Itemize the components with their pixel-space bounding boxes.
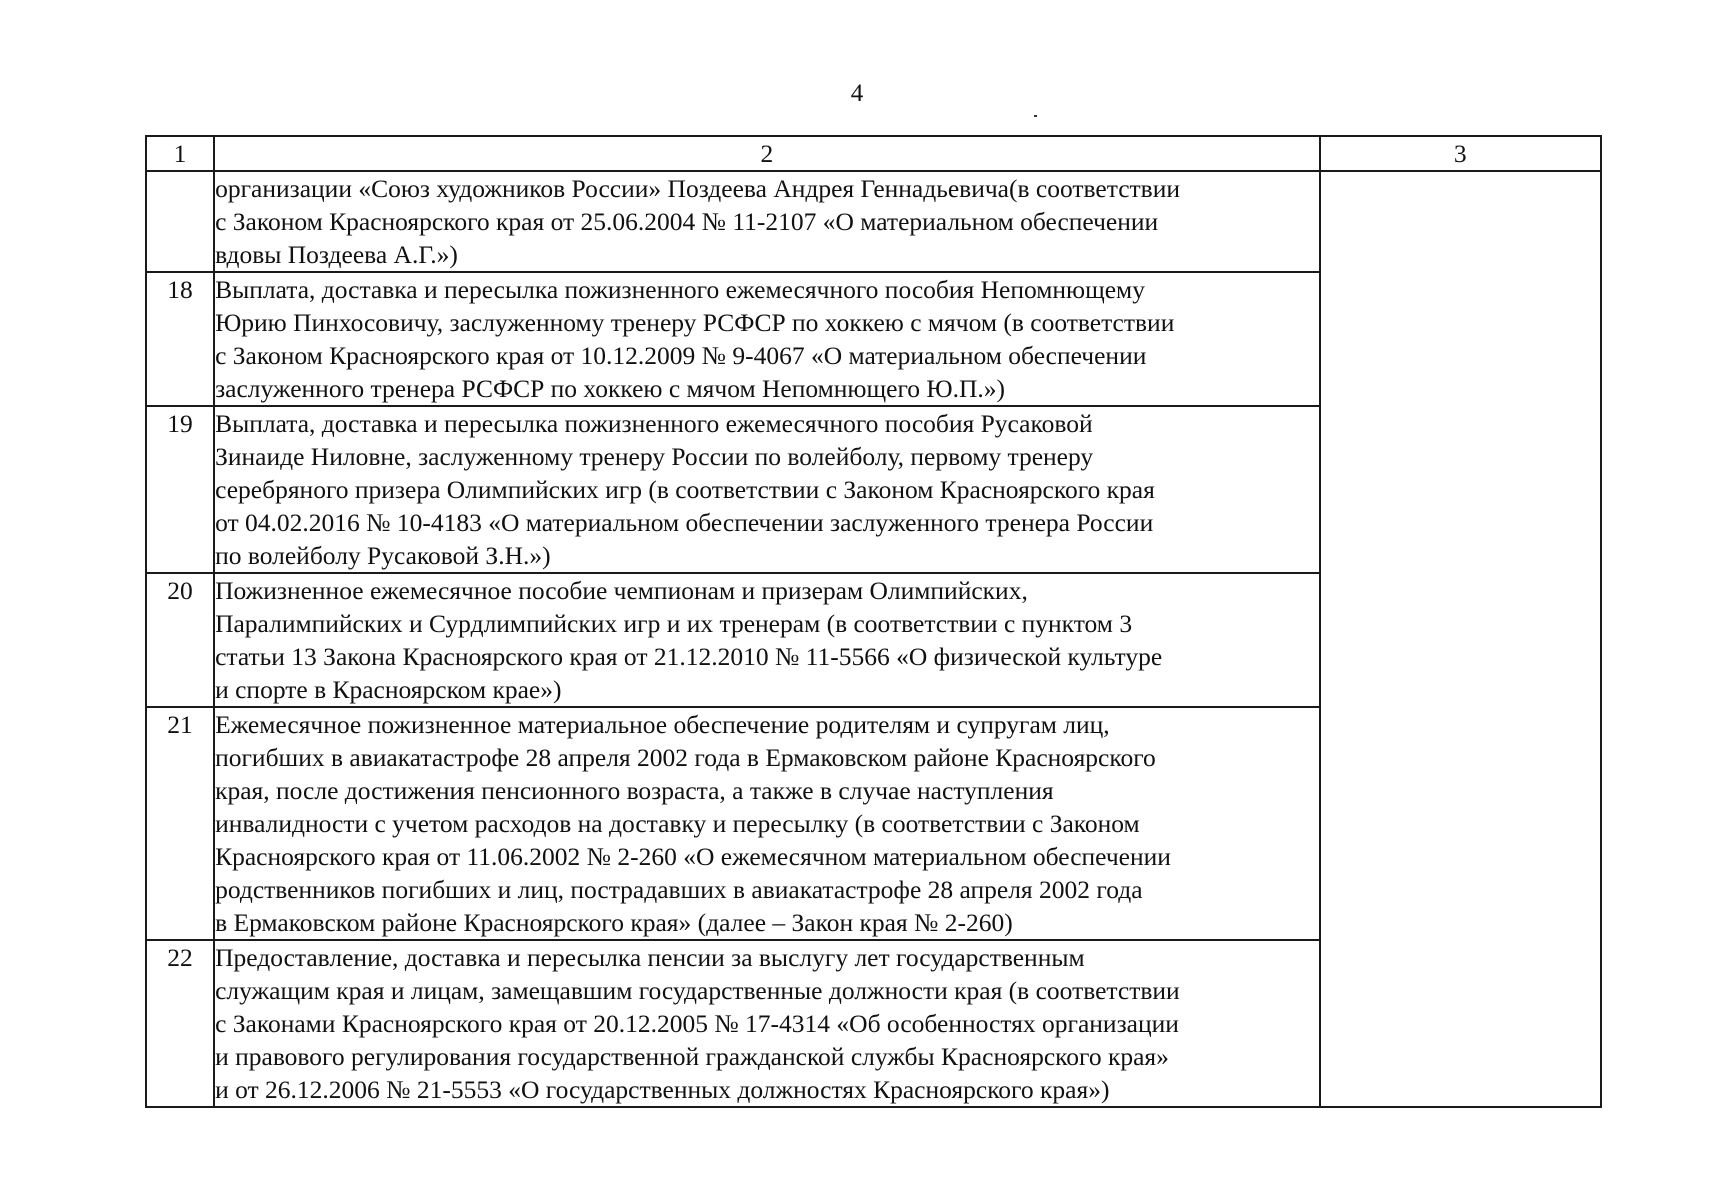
document-table bbox=[145, 135, 1602, 1108]
scan-speck bbox=[1034, 115, 1037, 117]
text-line: в Ермаковском районе Красноярского края» (далее – Закон края № 2-260) bbox=[215, 908, 1013, 937]
header-col-2: 2 bbox=[214, 136, 1320, 171]
text-line: родственников погибших и лиц, пострадавших в авиакатастрофе 28 апреля 2002 года bbox=[215, 875, 1143, 904]
text-line: погибших в авиакатастрофе 28 апреля 2002 года в Ермаковском районе Красноярского bbox=[215, 743, 1156, 772]
column-3-cell bbox=[1320, 171, 1601, 1107]
header-col-3: 3 bbox=[1320, 136, 1601, 171]
text-line: и спорте в Красноярском крае») bbox=[215, 675, 562, 704]
row-number: 18 bbox=[146, 272, 214, 406]
row-number bbox=[146, 171, 214, 272]
row-description bbox=[214, 940, 1320, 1107]
row-number: 19 bbox=[146, 406, 214, 573]
text-line: организации «Союз художников России» Поздеева Андрея Геннадьевича(в соответствии bbox=[215, 174, 1180, 203]
row-number: 21 bbox=[146, 707, 214, 940]
text-line: и от 26.12.2006 № 21-5553 «О государственных должностях Красноярского края») bbox=[215, 1075, 1110, 1104]
text-line: по волейболу Русаковой З.Н.») bbox=[215, 541, 551, 570]
row-number: 20 bbox=[146, 573, 214, 707]
row-number: 22 bbox=[146, 940, 214, 1107]
text-line: Выплата, доставка и пересылка пожизненного ежемесячного пособия Русаковой bbox=[215, 409, 1093, 438]
text-line: Зинаиде Ниловне, заслуженному тренеру России по волейболу, первому тренеру bbox=[215, 442, 1094, 471]
text-line: Пожизненное ежемесячное пособие чемпионам и призерам Олимпийских, bbox=[215, 576, 1028, 605]
text-line: Юрию Пинхосовичу, заслуженному тренеру РСФСР по хоккею с мячом (в соответствии bbox=[215, 308, 1175, 337]
text-line: Паралимпийских и Сурдлимпийских игр и их тренерам (в соответствии с пунктом 3 bbox=[215, 609, 1133, 638]
text-line: края, после достижения пенсионного возраста, а также в случае наступления bbox=[215, 776, 1054, 805]
text-line: Выплата, доставка и пересылка пожизненного ежемесячного пособия Непомнющему bbox=[215, 275, 1145, 304]
text-line: инвалидности с учетом расходов на доставку и пересылку (в соответствии с Законом bbox=[215, 809, 1140, 838]
text-line: Красноярского края от 11.06.2002 № 2-260 «О ежемесячном материальном обеспечении bbox=[215, 842, 1171, 871]
text-line: статьи 13 Закона Красноярского края от 21.12.2010 № 11-5566 «О физической культуре bbox=[215, 642, 1163, 671]
table-header-row bbox=[146, 136, 1601, 171]
text-line: служащим края и лицам, замещавшим государственные должности края (в соответствии bbox=[215, 976, 1180, 1005]
table-row bbox=[146, 171, 1601, 272]
text-line: с Законами Красноярского края от 20.12.2005 № 17-4314 «Об особенностях организации bbox=[215, 1009, 1179, 1038]
text-line: серебряного призера Олимпийских игр (в соответствии с Законом Красноярского края bbox=[215, 475, 1155, 504]
text-line: и правового регулирования государственной гражданской службы Красноярского края» bbox=[215, 1042, 1169, 1071]
text-line: Предоставление, доставка и пересылка пенсии за выслугу лет государственным bbox=[215, 943, 1085, 972]
text-line: с Законом Красноярского края от 10.12.2009 № 9-4067 «О материальном обеспечении bbox=[215, 341, 1147, 370]
row-description bbox=[214, 171, 1320, 272]
text-line: с Законом Красноярского края от 25.06.2004 № 11-2107 «О материальном обеспечении bbox=[215, 207, 1159, 236]
page-number: 4 bbox=[850, 80, 864, 107]
text-line: Ежемесячное пожизненное материальное обеспечение родителям и супругам лиц, bbox=[215, 710, 1110, 739]
text-line: вдовы Поздеева А.Г.») bbox=[215, 240, 458, 269]
text-line: от 04.02.2016 № 10-4183 «О материальном обеспечении заслуженного тренера России bbox=[215, 508, 1154, 537]
row-description bbox=[214, 406, 1320, 573]
row-description bbox=[214, 272, 1320, 406]
row-description bbox=[214, 707, 1320, 940]
row-description bbox=[214, 573, 1320, 707]
header-col-1: 1 bbox=[146, 136, 214, 171]
text-line: заслуженного тренера РСФСР по хоккею с мячом Непомнющего Ю.П.») bbox=[215, 374, 1006, 403]
